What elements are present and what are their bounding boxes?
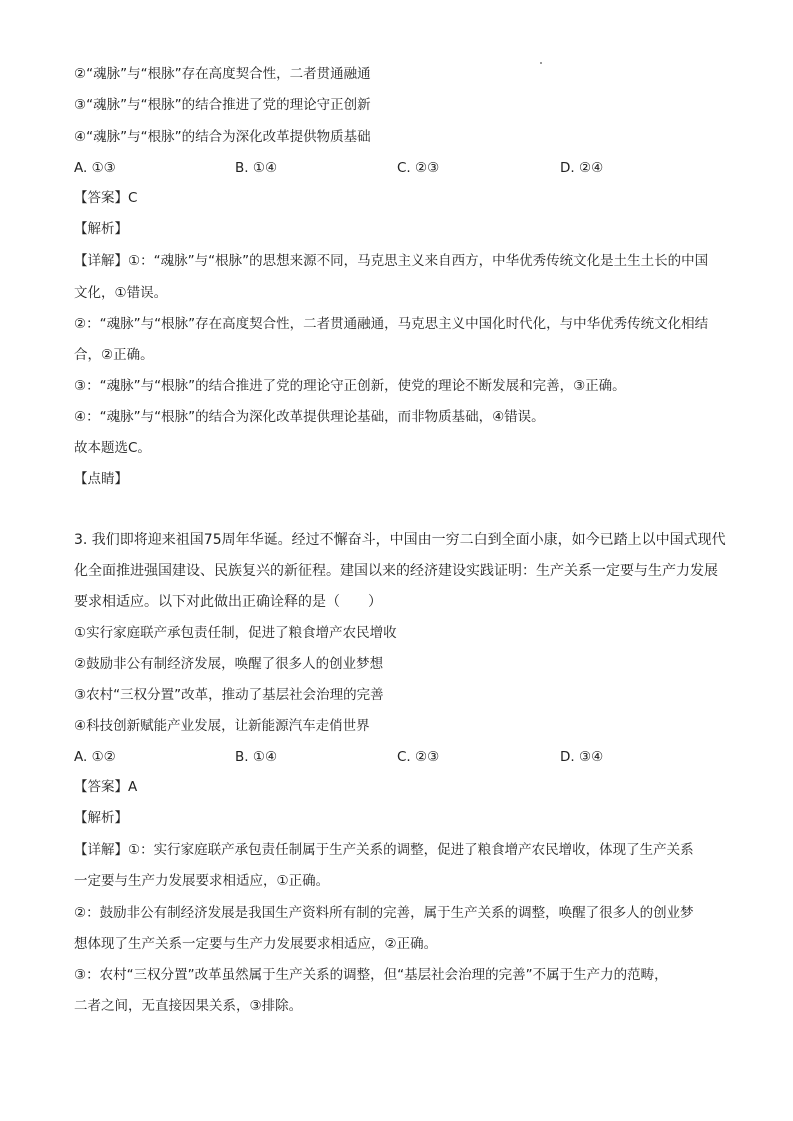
q2-statement-2: ②“魂脉”与“根脉”存在高度契合性，二者贯通融通	[74, 66, 371, 82]
q2-detail-line: ②：“魂脉”与“根脉”存在高度契合性，二者贯通融通，马克思主义中国化时代化，与中华优秀传统文化相结	[74, 316, 709, 332]
q3-option-a: A. ①②	[74, 749, 116, 765]
q2-option-d: D. ②④	[560, 160, 604, 176]
q3-detail-line: ③：农村“三权分置”改革虽然属于生产关系的调整，但“基层社会治理的完善”不属于生产力的范畴，	[74, 967, 668, 983]
q3-statement-4: ④科技创新赋能产业发展，让新能源汽车走俏世界	[74, 718, 370, 734]
q2-statement-4: ④“魂脉”与“根脉”的结合为深化改革提供物质基础	[74, 129, 371, 145]
q2-option-a: A. ①③	[74, 160, 116, 176]
q2-answer: 【答案】C	[74, 190, 138, 206]
q3-detail-line: 【详解】①：实行家庭联产承包责任制属于生产关系的调整，促进了粮食增产农民增收，体现了生产关系	[74, 842, 694, 858]
q3-analysis-label: 【解析】	[74, 810, 128, 826]
q3-statement-2: ②鼓励非公有制经济发展，唤醒了很多人的创业梦想	[74, 656, 384, 672]
q2-detail-line: 【详解】①：“魂脉”与“根脉”的思想来源不同，马克思主义来自西方，中华优秀传统文化是土生土长的中国	[74, 253, 709, 269]
q2-detail-line: 合，②正确。	[74, 347, 154, 363]
q3-detail-line: 二者之间，无直接因果关系，③排除。	[74, 998, 303, 1014]
q3-stem-line: 要求相适应。以下对此做出正确诠释的是（ ）	[74, 594, 382, 610]
q3-detail-line: ②：鼓励非公有制经济发展是我国生产资料所有制的完善，属于生产关系的调整，唤醒了很多人的创业梦	[74, 905, 694, 921]
q3-stem-line: 化全面推进强国建设、民族复兴的新征程。建国以来的经济建设实践证明：生产关系一定要与生产力发展	[74, 563, 718, 579]
q3-statement-1: ①实行家庭联产承包责任制，促进了粮食增产农民增收	[74, 625, 397, 641]
q3-option-b: B. ①④	[235, 749, 278, 765]
q3-detail-line: 一定要与生产力发展要求相适应，①正确。	[74, 873, 330, 889]
q2-detail-line: 文化，①错误。	[74, 285, 168, 301]
q2-conclusion: 故本题选C。	[74, 440, 151, 456]
q2-option-c: C. ②③	[397, 160, 440, 176]
q3-option-d: D. ③④	[560, 749, 604, 765]
q2-detail-line: ④：“魂脉”与“根脉”的结合为深化改革提供理论基础，而非物质基础，④错误。	[74, 409, 545, 425]
q3-statement-3: ③农村“三权分置”改革，推动了基层社会治理的完善	[74, 687, 384, 703]
q2-statement-3: ③“魂脉”与“根脉”的结合推进了党的理论守正创新	[74, 97, 371, 113]
q3-detail-line: 想体现了生产关系一定要与生产力发展要求相适应，②正确。	[74, 936, 438, 952]
q2-detail-line: ③：“魂脉”与“根脉”的结合推进了党的理论守正创新，使党的理论不断发展和完善，③正确。	[74, 378, 626, 394]
q2-option-b: B. ①④	[235, 160, 278, 176]
q3-answer: 【答案】A	[74, 779, 138, 795]
q3-option-c: C. ②③	[397, 749, 440, 765]
q2-analysis-label: 【解析】	[74, 221, 128, 237]
q2-comment-label: 【点睛】	[74, 471, 128, 487]
q3-stem-line: 3. 我们即将迎来祖国75周年华诞。经过不懈奋斗，中国由一穷二白到全面小康，如今已踏上以中国式现代	[74, 532, 726, 548]
scan-speck	[540, 62, 542, 64]
